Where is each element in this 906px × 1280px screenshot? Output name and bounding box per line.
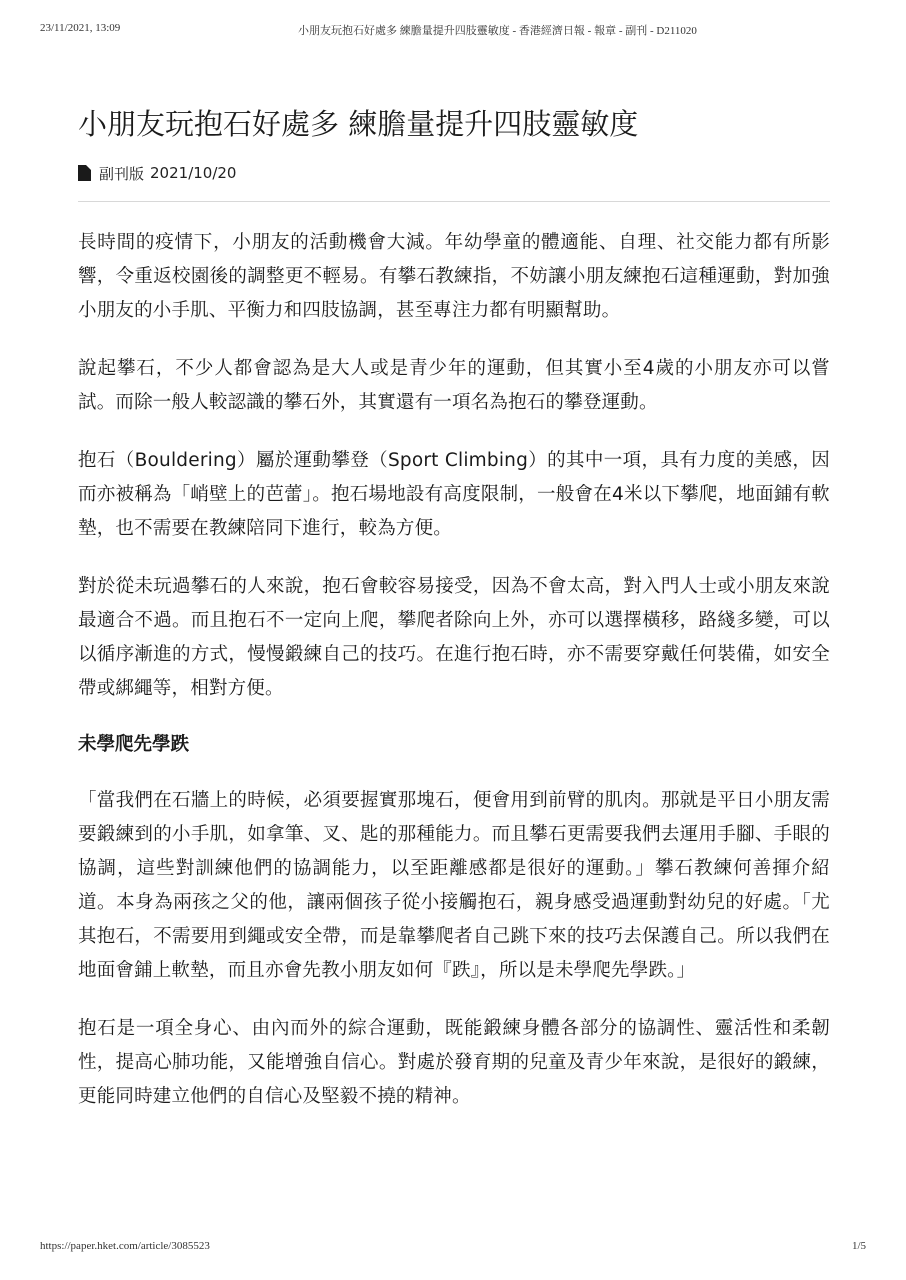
print-page-title: 小朋友玩抱石好處多 練膽量提升四肢靈敏度 - 香港經濟日報 - 報章 - 副刊 - D211020 <box>298 25 697 37</box>
paragraph: 說起攀石，不少人都會認為是大人或是青少年的運動，但其實小至4歲的小朋友亦可以嘗試。而除一般人較認識的攀石外，其實還有一項名為抱石的攀登運動。 <box>78 358 830 413</box>
paragraph: 抱石是一項全身心、由內而外的綜合運動，既能鍛練身體各部分的協調性、靈活性和柔韌性，提高心肺功能，又能增強自信心。對處於發育期的兒童及青少年來說，是很好的鍛練，更能同時建立他們的自信心及堅毅不撓的精神。 <box>78 1018 830 1107</box>
page-url: https://paper.hket.com/article/3085523 <box>40 1240 210 1252</box>
article-title: 小朋友玩抱石好處多 練膽量提升四肢靈敏度 <box>78 107 639 141</box>
subheading: 未學爬先學跌 <box>78 734 190 755</box>
document-icon <box>78 165 91 181</box>
section-label[interactable]: 副刊版 <box>99 164 145 183</box>
divider <box>78 201 830 202</box>
paragraph: 抱石（Bouldering）屬於運動攀登（Sport Climbing）的其中一項，具有力度的美感，因而亦被稱為「峭壁上的芭蕾」。抱石場地設有高度限制，一般會在4米以下攀爬，地面鋪有軟墊，也不需要在教練陪同下進行，較為方便。 <box>78 450 830 539</box>
paragraph: 「當我們在石牆上的時候，必須要握實那塊石，便會用到前臂的肌肉。那就是平日小朋友需要鍛練到的小手肌，如拿筆、叉、匙的那種能力。而且攀石更需要我們去運用手腳、手眼的協調，這些對訓練他們的協調能力，以至距離感都是很好的運動。」攀石教練何善揮介紹道。本身為兩孩之父的他，讓兩個孩子從小接觸抱石，親身感受過運動對幼兒的好處。「尤其抱石，不需要用到繩或安全帶，而是靠攀爬者自己跳下來的技巧去保護自己。所以我們在地面會鋪上軟墊，而且亦會先教小朋友如何『跌』，所以是未學爬先學跌。」 <box>78 790 830 981</box>
article-body <box>78 226 830 1138</box>
print-datetime: 23/11/2021, 13:09 <box>40 22 121 34</box>
print-header <box>40 22 866 42</box>
publish-date: 2021/10/20 <box>150 164 237 182</box>
paragraph: 對於從未玩過攀石的人來說，抱石會較容易接受，因為不會太高，對入門人士或小朋友來說最適合不過。而且抱石不一定向上爬，攀爬者除向上外，亦可以選擇橫移，路綫多變，可以以循序漸進的方式，慢慢鍛練自己的技巧。在進行抱石時，亦不需要穿戴任何裝備，如安全帶或綁繩等，相對方便。 <box>78 576 830 699</box>
article-meta <box>78 162 236 184</box>
print-footer <box>40 1240 866 1256</box>
paragraph: 長時間的疫情下，小朋友的活動機會大減。年幼學童的體適能、自理、社交能力都有所影響，令重返校園後的調整更不輕易。有攀石教練指，不妨讓小朋友練抱石這種運動，對加強小朋友的小手肌、平衡力和四肢協調，甚至專注力都有明顯幫助。 <box>78 232 830 321</box>
page-number: 1/5 <box>851 1240 866 1252</box>
